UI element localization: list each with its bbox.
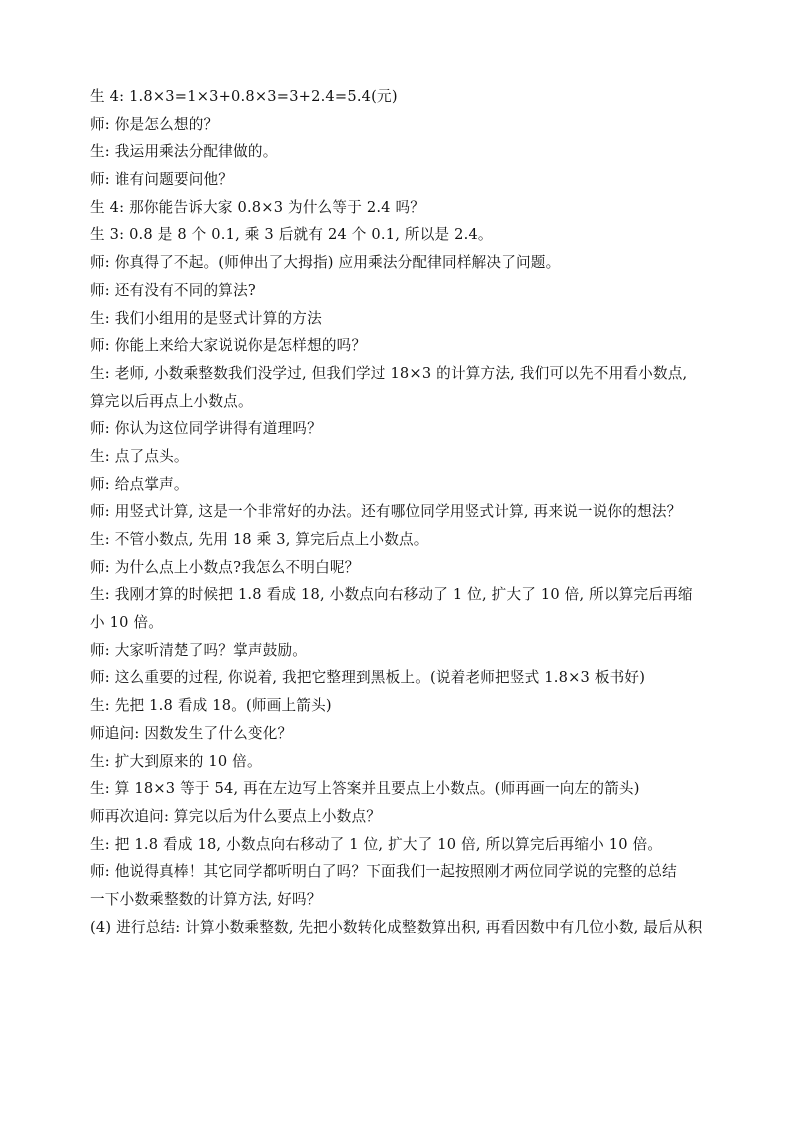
text-line: 算完以后再点上小数点。: [90, 392, 253, 410]
text-line: 生: 点了点头。: [90, 447, 189, 465]
text-line: 师: 为什么点上小数点?我怎么不明白呢？: [90, 558, 360, 576]
text-line: (4) 进行总结: 计算小数乘整数, 先把小数转化成整数算出积, 再看因数中有几位小数, 最后从积: [90, 918, 703, 936]
text-line: 生 4: 那你能告诉大家 0.8×3 为什么等于 2.4 吗？: [90, 198, 426, 216]
text-line: 生: 老师, 小数乘整数我们没学过, 但我们学过 18×3 的计算方法, 我们可以先不用看小数点,: [90, 364, 688, 382]
text-line: 师: 这么重要的过程, 你说着, 我把它整理到黑板上。(说着老师把竖式 1.8×3 板书好): [90, 669, 646, 687]
text-line: 师: 你真得了不起。(师伸出了大拇指) 应用乘法分配律同样解决了问题。: [90, 254, 561, 272]
text-line: 师: 你是怎么想的？: [90, 115, 219, 133]
text-line: 生: 我运用乘法分配律做的。: [90, 143, 278, 161]
text-line: 师再次追问: 算完以后为什么要点上小数点？: [90, 807, 382, 825]
text-line: 生: 扩大到原来的 10 倍。: [90, 752, 262, 770]
text-line: 师: 大家听清楚了吗？掌声鼓励。: [90, 641, 308, 659]
text-line: 生 3: 0.8 是 8 个 0.1, 乘 3 后就有 24 个 0.1, 所以是 2.4。: [90, 226, 493, 244]
text-line: 师: 给点掌声。: [90, 475, 189, 493]
text-line: 师: 你能上来给大家说说你是怎样想的吗？: [90, 337, 367, 355]
text-line: 师: 还有没有不同的算法?: [90, 281, 256, 299]
text-line: 师: 用竖式计算, 这是一个非常好的办法。还有哪位同学用竖式计算, 再来说一说你的想法？: [90, 503, 682, 521]
text-line: 生: 我刚才算的时候把 1.8 看成 18, 小数点向右移动了 1 位, 扩大了 10 倍, 所以算完后再缩: [90, 586, 693, 604]
text-line: 小 10 倍。: [90, 614, 164, 632]
text-line: 师追问: 因数发生了什么变化？: [90, 724, 293, 742]
text-line: 生: 把 1.8 看成 18, 小数点向右移动了 1 位, 扩大了 10 倍, 所以算完后再缩小 10 倍。: [90, 835, 663, 853]
text-line: 生: 算 18×3 等于 54, 再在左边写上答案并且要点上小数点。(师再画一向左的箭头): [90, 780, 640, 798]
text-line: 师: 谁有问题要问他？: [90, 171, 234, 189]
text-line: 师: 他说得真棒！其它同学都听明白了吗？下面我们一起按照刚才两位同学说的完整的总结: [90, 863, 677, 881]
text-line: 师: 你认为这位同学讲得有道理吗？: [90, 420, 322, 438]
text-line: 一下小数乘整数的计算方法, 好吗？: [90, 890, 322, 908]
text-line: 生: 不管小数点, 先用 18 乘 3, 算完后点上小数点。: [90, 531, 429, 548]
text-line: 生: 我们小组用的是竖式计算的方法: [90, 309, 322, 327]
text-line: 生 4: 1.8×3=1×3+0.8×3=3+2.4=5.4(元): [90, 88, 398, 105]
document-body: [90, 83, 710, 941]
text-line: 生: 先把 1.8 看成 18。(师画上箭头): [90, 697, 332, 715]
